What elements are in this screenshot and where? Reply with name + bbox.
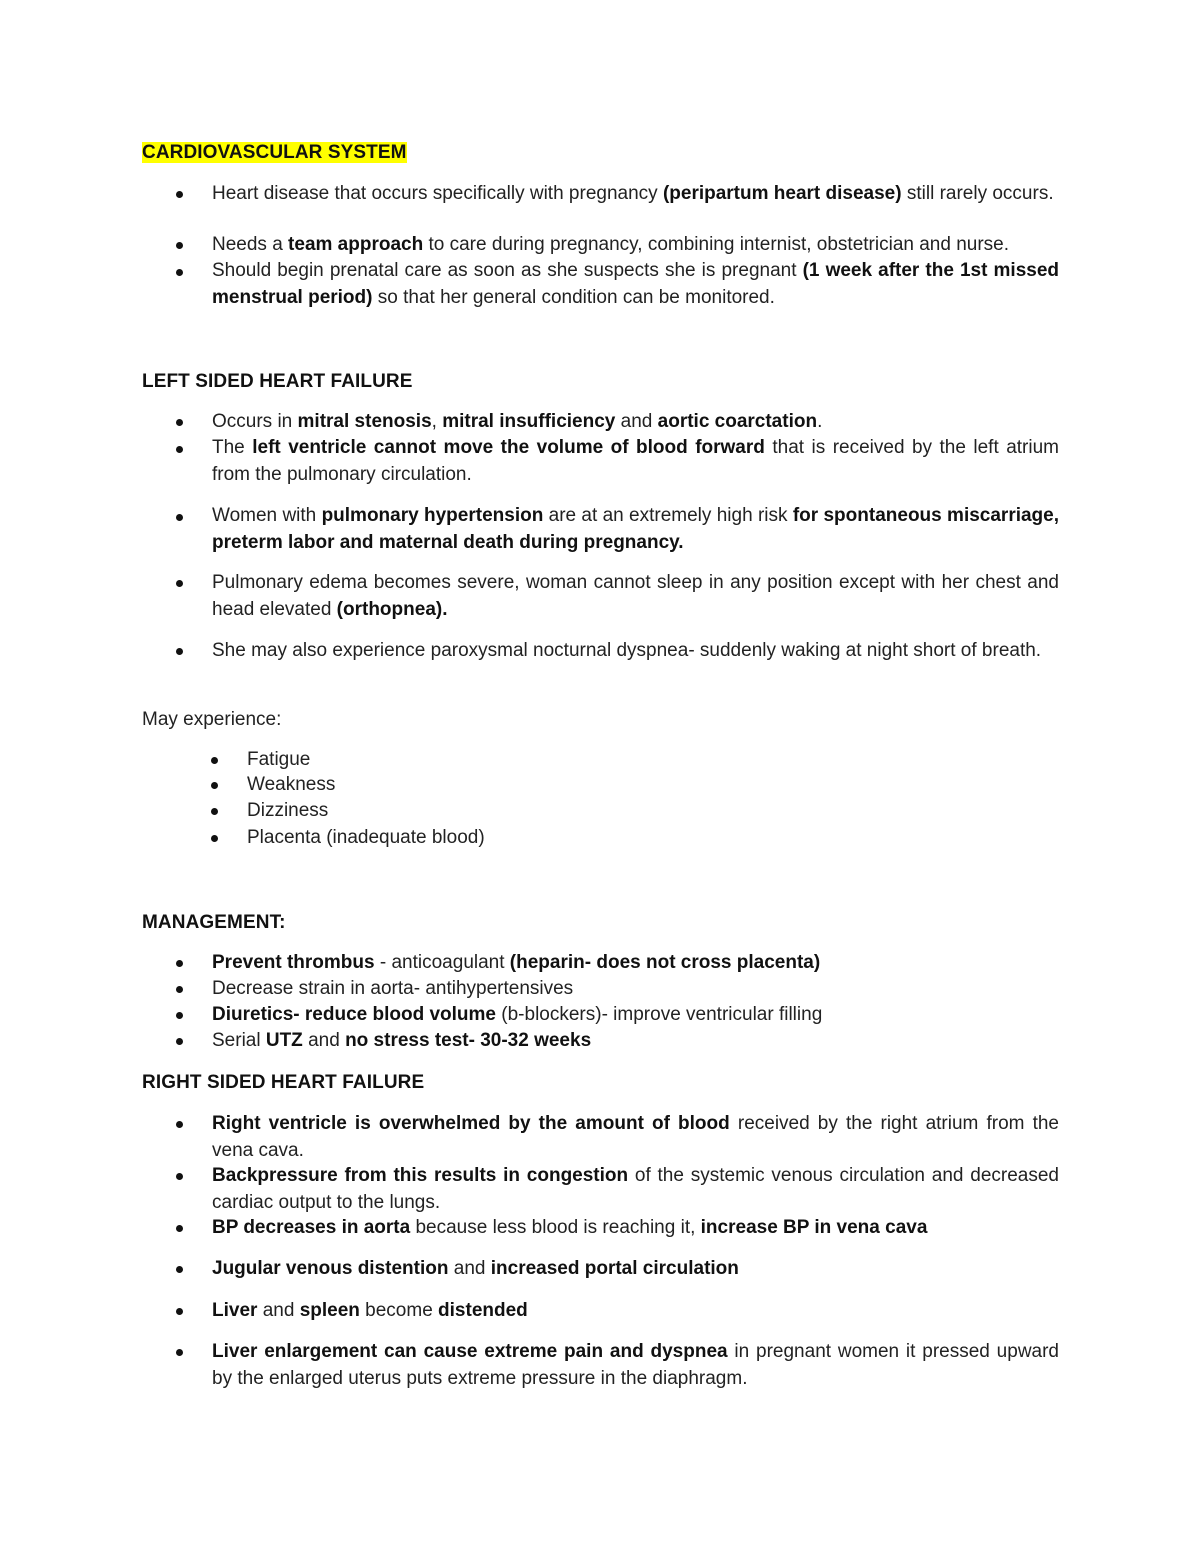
text-run: because less blood is reaching it, bbox=[410, 1217, 701, 1238]
heading-highlight: CARDIOVASCULAR SYSTEM bbox=[142, 142, 407, 163]
bullet-icon bbox=[176, 514, 183, 521]
bold-text: left ventricle cannot move the volume of blood forward bbox=[252, 437, 765, 458]
section-heading-cardiovascular bbox=[142, 141, 407, 165]
bold-text: increase BP in vena cava bbox=[700, 1217, 928, 1238]
text-run: become bbox=[359, 1300, 439, 1321]
bold-text: pulmonary hypertension bbox=[321, 505, 544, 526]
bold-text: (orthopnea). bbox=[336, 598, 448, 620]
bold-text: no stress test- 30-32 weeks bbox=[345, 1030, 592, 1051]
bold-text: Jugular venous distention bbox=[212, 1258, 449, 1279]
bold-text: distended bbox=[438, 1300, 528, 1321]
symptom-item: Dizziness bbox=[247, 800, 329, 821]
text-run: that is received by the left atrium from the pulmonary circulation. bbox=[212, 437, 1060, 485]
bold-text: Liver enlargement can cause extreme pain and dyspnea bbox=[212, 1341, 728, 1362]
text-run: received by the right atrium from the vena cava. bbox=[212, 1113, 1059, 1161]
list-item bbox=[212, 232, 1059, 259]
list-item bbox=[212, 1028, 1059, 1055]
bold-text: Liver bbox=[212, 1300, 258, 1321]
bullet-icon bbox=[211, 782, 218, 789]
text-run: of the systemic venous circulation and decreased cardiac output to the lungs. bbox=[212, 1165, 1059, 1213]
bold-text: Right ventricle is overwhelmed by the amount of blood bbox=[212, 1113, 730, 1134]
bullet-icon bbox=[176, 1038, 183, 1045]
symptom-item: Weakness bbox=[247, 774, 336, 795]
text-run: The bbox=[212, 437, 253, 458]
bold-text: Prevent thrombus bbox=[212, 952, 375, 973]
bullet-icon bbox=[176, 269, 183, 276]
bullet-icon bbox=[176, 960, 183, 967]
list-item bbox=[212, 1111, 1059, 1164]
list-item bbox=[212, 1163, 1059, 1216]
text-run: Women with bbox=[212, 505, 322, 526]
bullet-icon bbox=[176, 446, 183, 453]
bullet-icon bbox=[176, 1308, 183, 1315]
text-run: Pulmonary edema becomes severe, woman cannot sleep in any position except with her chest and head elevated bbox=[212, 572, 1059, 620]
list-item bbox=[212, 1002, 1059, 1029]
text-run: , bbox=[431, 411, 443, 432]
text-run: still rarely occurs. bbox=[901, 183, 1054, 204]
text-run: Should begin prenatal care as soon as she suspects she is pregnant bbox=[212, 260, 803, 281]
list-item bbox=[212, 409, 1059, 436]
text-run: Decrease strain in aorta- antihypertensives bbox=[212, 978, 574, 999]
text-run: Occurs in bbox=[212, 411, 298, 432]
text-run: and bbox=[448, 1258, 491, 1279]
bullet-icon bbox=[176, 1349, 183, 1356]
may-experience-label: May experience: bbox=[142, 709, 282, 730]
list-item bbox=[212, 503, 1059, 556]
bold-text: increased portal circulation bbox=[490, 1258, 739, 1279]
bullet-icon bbox=[176, 1121, 183, 1128]
list-item bbox=[212, 570, 1059, 623]
bullet-icon bbox=[211, 835, 218, 842]
text-run: - anticoagulant bbox=[374, 952, 510, 973]
bullet-icon bbox=[176, 1225, 183, 1232]
list-item bbox=[212, 258, 1059, 311]
text-run: and bbox=[615, 411, 658, 432]
bullet-icon bbox=[176, 242, 183, 249]
bold-text: for spontaneous miscarriage, preterm labor and maternal death during pregnancy. bbox=[212, 505, 1060, 553]
text-run: Needs a bbox=[212, 234, 289, 255]
text-run: She may also experience paroxysmal nocturnal dyspnea- suddenly waking at night short of breath. bbox=[212, 640, 1042, 661]
bold-text: (heparin- does not cross placenta) bbox=[509, 952, 821, 973]
bullet-icon bbox=[211, 808, 218, 815]
bullet-icon bbox=[176, 648, 183, 655]
text-run: and bbox=[302, 1030, 346, 1051]
list-item bbox=[212, 1339, 1059, 1392]
bold-text: mitral insufficiency bbox=[442, 411, 616, 432]
list-item bbox=[212, 976, 1059, 1003]
symptom-item: Placenta (inadequate blood) bbox=[247, 827, 485, 848]
section-heading-left-sided: LEFT SIDED HEART FAILURE bbox=[142, 371, 413, 392]
bullet-icon bbox=[176, 580, 183, 587]
bold-text: BP decreases in aorta bbox=[212, 1217, 411, 1238]
bullet-icon bbox=[176, 419, 183, 426]
bold-text: Backpressure from this results in congestion bbox=[212, 1165, 629, 1186]
bullet-icon bbox=[176, 1012, 183, 1019]
text-run: to care during pregnancy, combining internist, obstetrician and nurse. bbox=[423, 234, 1010, 255]
bullet-icon bbox=[176, 1173, 183, 1180]
bold-text: (peripartum heart disease) bbox=[662, 183, 902, 204]
section-heading-management: MANAGEMENT: bbox=[142, 912, 286, 933]
bold-text: team approach bbox=[288, 234, 424, 255]
text-run: are at an extremely high risk bbox=[543, 505, 793, 526]
text-run: (b-blockers)- improve ventricular filling bbox=[496, 1004, 823, 1025]
text-run: Serial bbox=[212, 1030, 266, 1051]
list-item bbox=[212, 638, 1059, 665]
text-run: and bbox=[257, 1300, 300, 1321]
list-item bbox=[212, 1256, 1059, 1283]
list-item bbox=[212, 181, 1059, 208]
list-item bbox=[212, 1298, 1059, 1325]
bold-text: Diuretics- reduce blood volume bbox=[212, 1004, 496, 1025]
bullet-icon bbox=[176, 191, 183, 198]
bullet-icon bbox=[176, 986, 183, 993]
list-item bbox=[212, 435, 1059, 488]
list-item bbox=[212, 950, 1059, 977]
bullet-icon bbox=[211, 757, 218, 764]
bold-text: UTZ bbox=[265, 1030, 303, 1051]
text-run: so that her general condition can be monitored. bbox=[372, 286, 775, 308]
bold-text: spleen bbox=[299, 1300, 360, 1321]
section-heading-right-sided: RIGHT SIDED HEART FAILURE bbox=[142, 1072, 425, 1093]
bullet-icon bbox=[176, 1266, 183, 1273]
text-run: Heart disease that occurs specifically with pregnancy bbox=[212, 183, 663, 204]
list-item bbox=[212, 1215, 1059, 1242]
bold-text: aortic coarctation bbox=[657, 411, 818, 432]
bold-text: mitral stenosis bbox=[297, 411, 432, 432]
symptom-item: Fatigue bbox=[247, 749, 311, 770]
text-run: in pregnant women it pressed upward by the enlarged uterus puts extreme pressure in the diaphragm. bbox=[212, 1341, 1059, 1389]
text-run: . bbox=[817, 411, 823, 432]
bold-text: (1 week after the 1st missed menstrual period) bbox=[212, 260, 1060, 308]
